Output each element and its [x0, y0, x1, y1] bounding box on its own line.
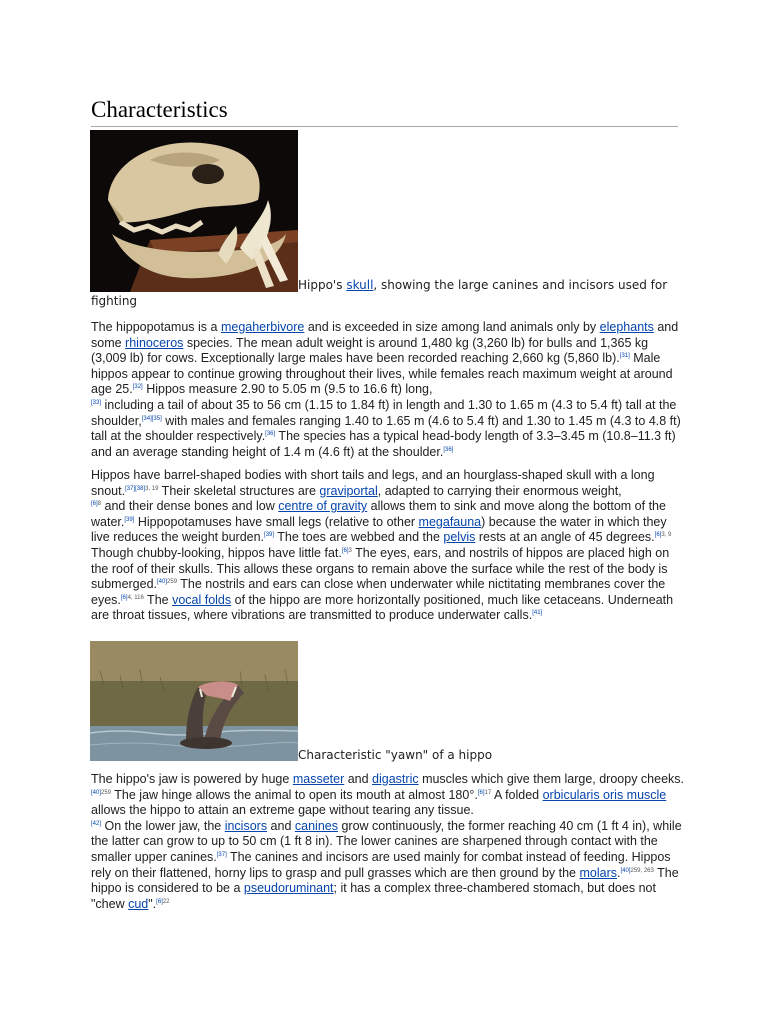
citation-link[interactable]: [6]: [654, 532, 662, 539]
text: Male hippos appear to continue growing throughout their lives, while females reach maximum weight at around age 25.: [91, 351, 673, 397]
caption-text: Hippo's: [298, 278, 347, 292]
text: The species has a typical head-body length of 3.3–3.45 m (10.8–11.3 ft) and an average standing height of 1.4 m (4.6 ft) at the shoulder.: [91, 429, 676, 459]
page-ref: 8: [97, 501, 102, 508]
page-ref: 259: [167, 579, 178, 585]
text: The jaw hinge allows the animal to open its mouth at almost 180°.: [111, 787, 478, 802]
link-pelvis[interactable]: pelvis: [443, 530, 476, 545]
citation-link[interactable]: [34][35]: [141, 415, 162, 422]
page-ref: 259: [101, 789, 112, 796]
citation-link[interactable]: [39]: [124, 516, 135, 523]
hippo-yawn-photo[interactable]: [90, 641, 298, 761]
link-centre-of-gravity[interactable]: centre of gravity: [278, 499, 368, 514]
text: On the lower jaw, the: [101, 818, 225, 833]
text: and their dense bones and low: [101, 499, 279, 514]
citation-link[interactable]: [6]: [341, 547, 349, 554]
caption-wrap: fighting: [91, 294, 138, 308]
text: and some: [91, 320, 679, 350]
page-ref: 17: [484, 789, 492, 796]
text: The hippopotamus is a: [91, 320, 221, 334]
text: .: [617, 865, 621, 880]
link-vocal-folds[interactable]: vocal folds: [172, 592, 232, 607]
citation-link[interactable]: [40]: [91, 789, 102, 796]
text: including a tail of about 35 to 56 cm (1.15 to 1.84 ft) in length and 1.30 to 1.65 m (4.3 to 5.4 ft) tall at the shoulder,: [91, 397, 677, 428]
link-molars[interactable]: molars: [579, 865, 617, 880]
page-ref: 3: [348, 547, 352, 554]
text: Hippopotamuses have small legs (relative to other: [134, 514, 419, 529]
text: The: [143, 592, 173, 607]
text: with males and females ranging 1.40 to 1.65 m (4.6 to 5.4 ft) and 1.30 to 1.45 m (4.3 to 4.8 ft) tall at the shoulder respectively.: [91, 413, 681, 444]
link-rhinoceros[interactable]: rhinoceros: [125, 335, 184, 350]
link-elephants[interactable]: elephants: [599, 320, 654, 334]
link-megaherbivore[interactable]: megaherbivore: [220, 320, 305, 334]
citation-link[interactable]: [41]: [532, 610, 543, 617]
text: and is exceeded in size among land animals only by: [304, 320, 600, 334]
link-cud[interactable]: cud: [128, 896, 149, 911]
figure-caption-yawn: [91, 748, 691, 762]
section-heading: Characteristics: [91, 97, 228, 122]
citation-link[interactable]: [40]: [620, 867, 631, 874]
link-masseter[interactable]: masseter: [292, 772, 345, 786]
citation-link[interactable]: [37][38]: [125, 485, 146, 492]
text: The hippo's jaw is powered by huge: [91, 772, 293, 786]
text: Though chubby-looking, hippos have little fat.: [91, 545, 342, 560]
link-incisors[interactable]: incisors: [224, 818, 268, 833]
text: Hippos have barrel-shaped bodies with short tails and legs, and an hourglass-shaped skull with a long snout.: [91, 468, 655, 498]
caption-text: Characteristic "yawn" of a hippo: [298, 748, 493, 762]
link-orbicularis-oris-muscle[interactable]: orbicularis oris muscle: [542, 787, 667, 802]
citation-link[interactable]: [6]: [91, 501, 98, 508]
text: Hippos measure 2.90 to 5.05 m (9.5 to 16.6 ft) long,: [142, 382, 433, 397]
citation-link[interactable]: [33]: [91, 399, 102, 406]
link-digastric[interactable]: digastric: [372, 772, 419, 786]
text: rests at an angle of 45 degrees.: [475, 530, 655, 545]
text: grow continuously, the former reaching 40 cm (1 ft 4 in), while the latter can grow to up to 50 cm (1 ft 8 in). The lower canines are sharpened through contact with the smaller upper canines.: [91, 818, 682, 864]
page-ref: 259, 263: [630, 867, 654, 874]
text: ; it has a complex three-chambered stomach, but does not "chew: [91, 881, 656, 911]
text: species. The mean adult weight is around 1,480 kg (3,260 lb) for bulls and 1,365 kg (3,009 lb) for cows. Exceptionally large males have been recorded reaching 2,660 kg (5,860 lb).: [91, 335, 649, 366]
text: ) because the water in which they live reduces the weight burden.: [91, 514, 667, 545]
link-graviportal[interactable]: graviportal: [319, 483, 378, 498]
text: and: [267, 818, 295, 833]
citation-link[interactable]: [32]: [132, 384, 143, 391]
text: The hippo is considered to be a: [91, 865, 679, 896]
paragraph-size: [91, 320, 685, 460]
figure-caption-skull: [91, 278, 691, 308]
text: of the hippo are more horizontally positioned, much like cetaceans. Underneath are throat tissues, where vibrations are transmitted to produce underwater calls.: [91, 592, 674, 623]
citation-link[interactable]: [40]: [157, 579, 168, 585]
link-megafauna[interactable]: megafauna: [418, 514, 482, 529]
link-pseudoruminant[interactable]: pseudoruminant: [243, 881, 334, 896]
text: and: [344, 772, 373, 786]
page-ref: 3, 9: [661, 532, 672, 539]
citation-link[interactable]: [42]: [91, 820, 102, 827]
text: The nostrils and ears can close when underwater while nictitating membranes cover the eyes.: [91, 577, 666, 607]
heading-divider: [91, 126, 678, 127]
page-ref: 4, 116: [127, 594, 144, 601]
citation-link[interactable]: [39]: [264, 532, 275, 539]
citation-link[interactable]: [36]: [443, 446, 454, 453]
page-ref: 3, 19: [145, 485, 159, 492]
citation-link[interactable]: [6]: [156, 898, 163, 905]
link-canines[interactable]: canines: [294, 818, 338, 833]
paragraph-jaw: [91, 772, 685, 912]
text: , adapted to carrying their enormous weight,: [377, 483, 622, 498]
text: allows them to sink and move along the bottom of the water.: [91, 499, 666, 529]
text: ".: [148, 896, 157, 911]
text: The toes are webbed and the: [274, 530, 444, 545]
hippo-skull-photo[interactable]: [90, 130, 298, 292]
text: muscles which give them large, droopy cheeks.: [418, 772, 684, 786]
paragraph-anatomy: [91, 468, 685, 624]
citation-link[interactable]: [37]: [216, 851, 227, 858]
page-ref: 22: [162, 898, 170, 905]
text: Their skeletal structures are: [158, 483, 320, 498]
text: allows the hippo to attain an extreme gape without tearing any tissue.: [91, 803, 474, 818]
caption-text: , showing the large canines and incisors used for: [373, 278, 668, 292]
citation-link[interactable]: [6]: [120, 594, 128, 601]
text: The canines and incisors are used mainly for combat instead of feeding. Hippos rely on their flattened, horny lips to grasp and pull grasses which are then ground by the: [91, 849, 671, 880]
text: A folded: [491, 787, 543, 802]
citation-link[interactable]: [31]: [619, 353, 630, 360]
text: The eyes, ears, and nostrils of hippos are placed high on the roof of their skulls. This allows these organs to remain above the surface while the rest of the body is submerged.: [91, 545, 670, 592]
link-skull[interactable]: skull: [346, 278, 374, 292]
citation-link[interactable]: [6]: [477, 789, 485, 796]
citation-link[interactable]: [36]: [265, 431, 276, 437]
